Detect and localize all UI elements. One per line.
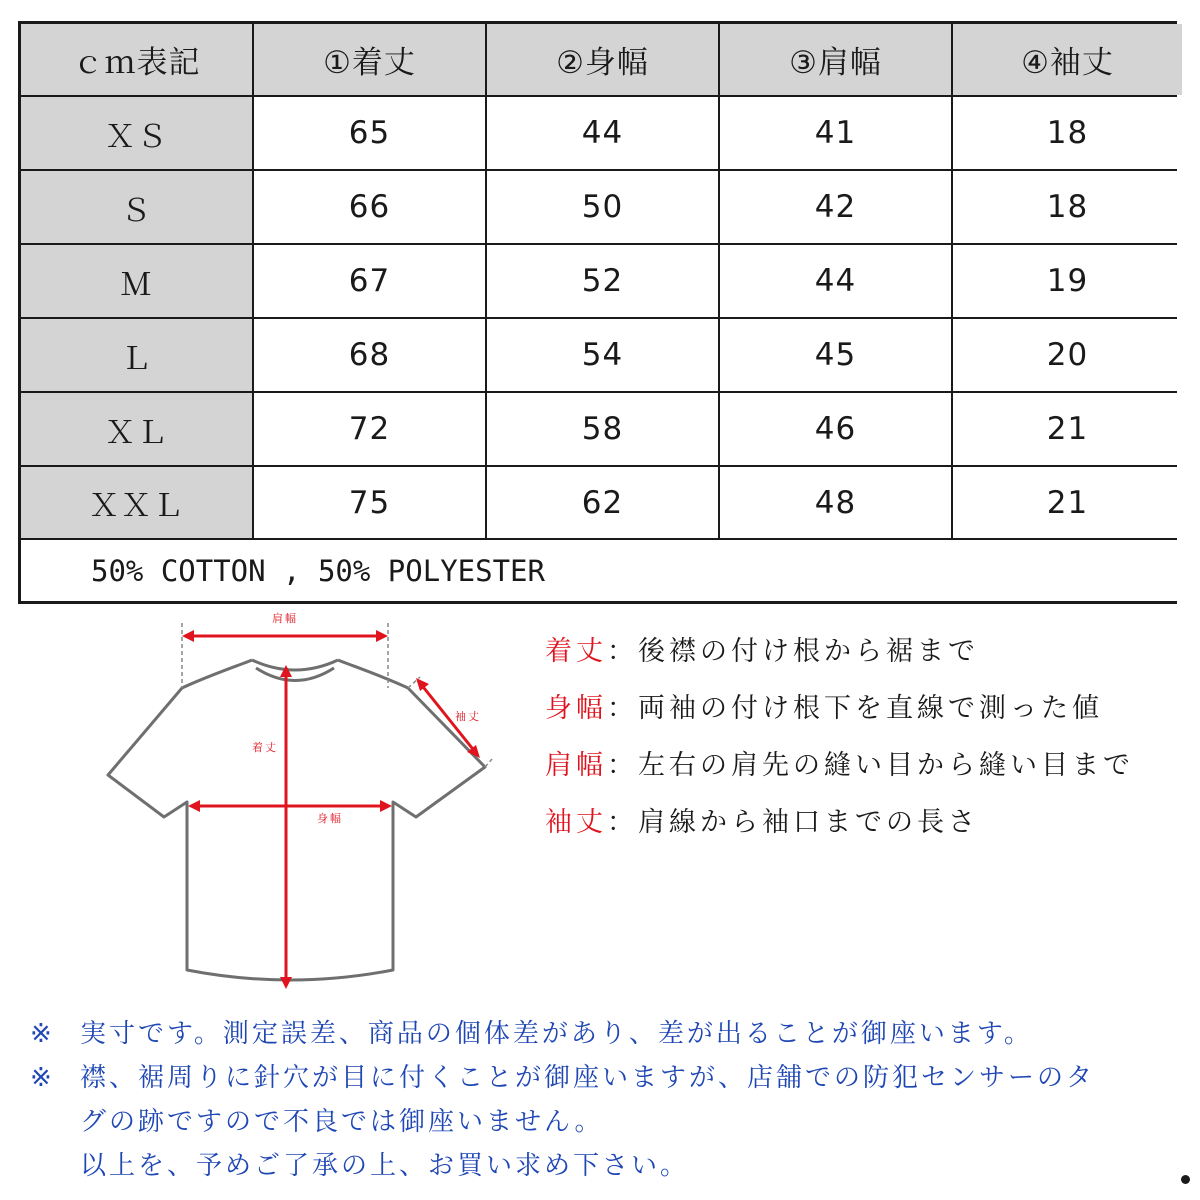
size-label: Ｓ [21,171,252,243]
header-width: ②身幅 [487,24,718,95]
table-cell: 21 [953,393,1182,465]
note-text: 襟、裾周りに針穴が目に付くことが御座いますが、店舗での防犯センサーのタ [80,1063,1096,1093]
table-cell: 68 [254,319,485,391]
size-label: ＸＳ [21,97,252,169]
note-mark: ※ [30,1063,55,1093]
table-cell: 52 [487,245,718,317]
legend-term: 袖丈 [545,807,607,838]
legend-row [545,791,1134,848]
table-cell: 21 [953,467,1182,538]
corner-dot [1181,1175,1190,1184]
size-table [18,21,1177,604]
note-line-continued: 以上を、予めご了承の上、お買い求め下さい。 [80,1151,690,1181]
legend-separator: ： [607,750,638,781]
legend-term: 着丈 [545,636,607,667]
diagram-label-shoulder: 肩幅 [272,612,298,625]
legend-separator: ： [607,636,638,667]
length-arrow [280,665,292,989]
table-cell: 18 [953,97,1182,169]
table-cell: 65 [254,97,485,169]
header-sleeve: ④袖丈 [953,24,1182,95]
legend-term: 肩幅 [545,750,607,781]
diagram-label-width: 身幅 [317,812,343,825]
table-cell: 44 [720,245,951,317]
table-cell: 48 [720,467,951,538]
material-composition: 50% COTTON , 50% POLYESTER [21,540,1182,601]
table-cell: 67 [254,245,485,317]
note-line [30,1056,1190,1100]
legend-description: 後襟の付け根から裾まで [638,636,979,667]
size-label: ＸＸＬ [21,467,252,538]
table-cell: 42 [720,171,951,243]
legend-description: 両袖の付け根下を直線で測った値 [638,693,1103,724]
tshirt-diagram [90,605,510,1005]
note-text: 実寸です。測定誤差、商品の個体差があり、差が出ることが御座います。 [80,1019,1033,1049]
header-shoulder: ③肩幅 [720,24,951,95]
table-cell: 62 [487,467,718,538]
size-label: Ｍ [21,245,252,317]
table-cell: 41 [720,97,951,169]
table-cell: 46 [720,393,951,465]
legend-description: 左右の肩先の縫い目から縫い目まで [638,750,1134,781]
table-cell: 18 [953,171,1182,243]
legend-separator: ： [607,693,638,724]
shoulder-arrow [182,630,388,642]
table-cell: 50 [487,171,718,243]
table-cell: 20 [953,319,1182,391]
legend-row [545,677,1134,734]
collar-outer [252,660,338,670]
measurement-legend [545,620,1134,848]
table-cell: 75 [254,467,485,538]
table-cell: 19 [953,245,1182,317]
legend-row [545,734,1134,791]
size-label: ＸＬ [21,393,252,465]
legend-term: 身幅 [545,693,607,724]
diagram-label-length: 着丈 [252,741,278,754]
size-label: Ｌ [21,319,252,391]
note-line-continued: グの跡ですので不良では御座いません。 [80,1107,604,1137]
table-cell: 45 [720,319,951,391]
legend-row [545,620,1134,677]
tshirt-outline [108,660,485,980]
legend-description: 肩線から袖口までの長さ [638,807,979,838]
legend-separator: ： [607,807,638,838]
table-cell: 44 [487,97,718,169]
width-arrow [188,800,392,812]
table-cell: 66 [254,171,485,243]
header-unit: ｃｍ表記 [21,24,252,95]
header-length: ①着丈 [254,24,485,95]
table-cell: 58 [487,393,718,465]
table-cell: 54 [487,319,718,391]
note-mark: ※ [30,1019,55,1049]
table-cell: 72 [254,393,485,465]
diagram-label-sleeve: 袖丈 [455,710,481,723]
notes [30,1012,1190,1188]
note-line [30,1012,1190,1056]
